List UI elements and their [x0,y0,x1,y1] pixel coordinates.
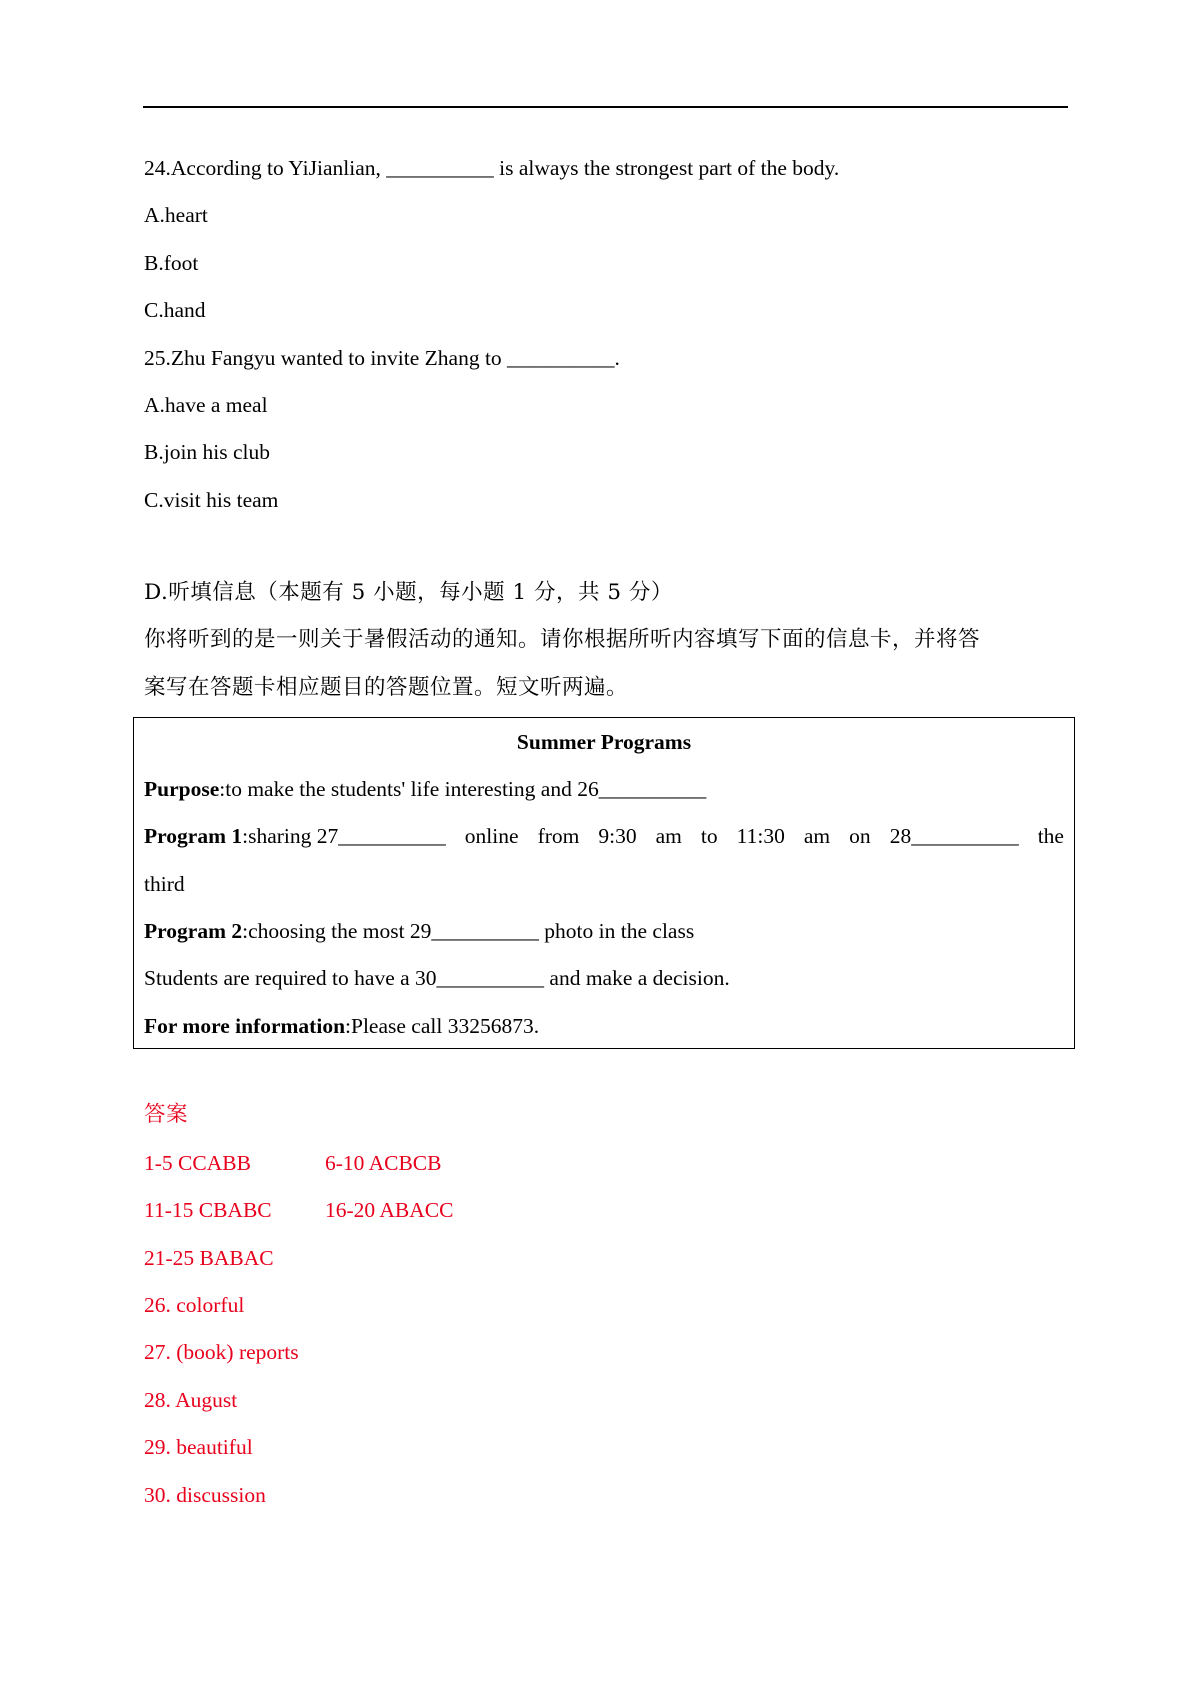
program-1-word: :sharing 27__________ [242,824,446,848]
answers-heading: 答案 [144,1102,189,1127]
program-1-word: 28__________ [889,824,1019,848]
section-d-heading: D.听填信息（本题有 5 小题，每小题 1 分，共 5 分） [144,580,673,605]
program-2-row [144,917,694,945]
more-info-label: For more information [144,1014,346,1038]
card-title: Summer Programs [516,730,692,754]
required-row: Students are required to have a 30__________ and make a decision. [144,966,730,990]
answer-30: 30. discussion [144,1483,266,1507]
section-d-instructions-1: 你将听到的是一则关于暑假活动的通知。请你根据所听内容填写下面的信息卡，并将答 [144,627,981,652]
program-1-label: Program 1 [144,824,243,848]
answers-11-15: 11-15 CBABC [144,1198,272,1222]
answer-29: 29. beautiful [144,1435,253,1459]
answer-26: 26. colorful [144,1293,245,1317]
section-d-instructions-2: 案写在答题卡相应题目的答题位置。短文听两遍。 [144,675,629,700]
answers-16-20: 16-20 ABACC [325,1198,454,1222]
question-25-stem: 25.Zhu Fangyu wanted to invite Zhang to __________. [144,346,620,370]
program-1-word: to [700,824,718,848]
program-2-label: Program 2 [144,919,243,943]
purpose-text: :to make the students' life interesting and 26__________ [219,777,707,801]
question-24-stem: 24.According to YiJianlian, __________ is always the strongest part of the body. [144,156,840,180]
program-1-word: online [464,824,519,848]
question-24-option-c: C.hand [144,298,206,322]
program-1-word: from [537,824,580,848]
more-info-row [144,1012,539,1040]
header-rule [143,106,1068,108]
summer-programs-card [133,717,1075,1049]
question-25-option-c: C.visit his team [144,488,279,512]
answer-28: 28. August [144,1388,238,1412]
question-25-option-a: A.have a meal [144,393,268,417]
answer-27: 27. (book) reports [144,1340,299,1364]
program-1-continuation: third [144,872,185,896]
program-1-row [144,822,1064,850]
question-25-option-b: B.join his club [144,440,271,464]
program-1-word: am [655,824,682,848]
question-24-option-a: A.heart [144,203,208,227]
answers-1-5: 1-5 CCABB [144,1151,251,1175]
purpose-label: Purpose [144,777,220,801]
answers-21-25: 21-25 BABAC [144,1246,274,1270]
purpose-row [144,775,706,803]
program-1-word: 11:30 [736,824,785,848]
program-1-word: am [803,824,831,848]
program-1-word: 9:30 [598,824,637,848]
program-1-word: on [849,824,871,848]
program-1-word: the [1037,824,1064,848]
question-24-option-b: B.foot [144,251,199,275]
more-info-text: :Please call 33256873. [345,1014,540,1038]
program-2-text: :choosing the most 29__________ photo in the class [242,919,695,943]
answers-6-10: 6-10 ACBCB [325,1151,442,1175]
